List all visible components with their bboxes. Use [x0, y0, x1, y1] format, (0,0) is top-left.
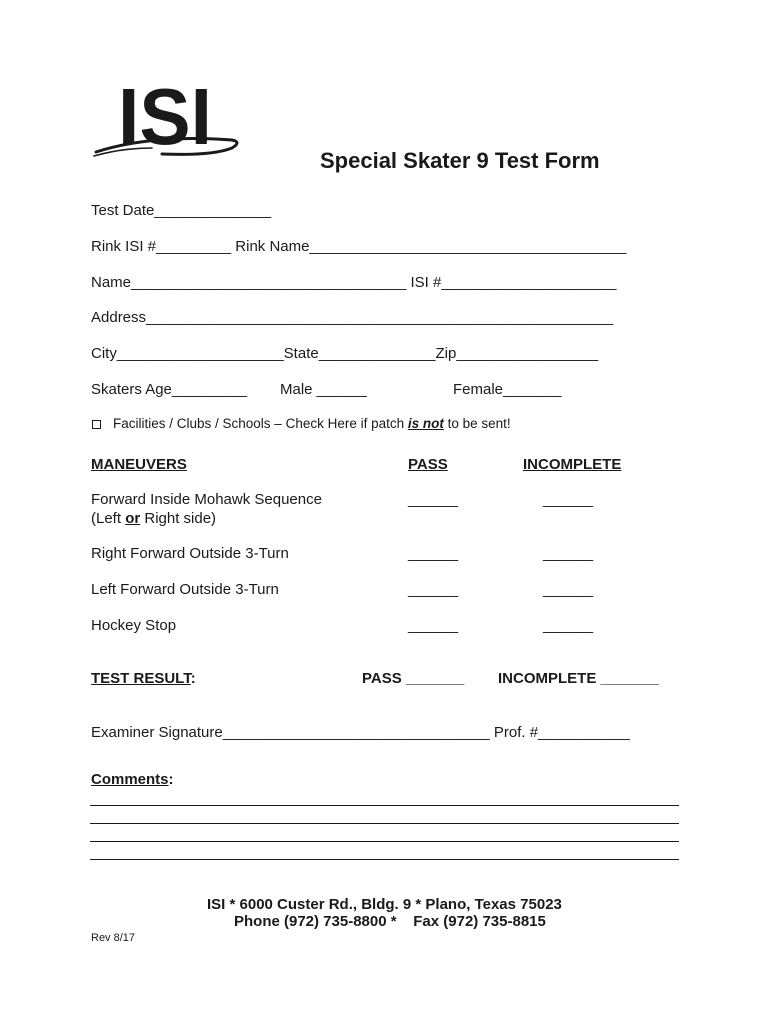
maneuver-1-side-pre: (Left [91, 510, 126, 527]
maneuver-1-side [91, 511, 216, 526]
name-isi-field[interactable]: Name_________________________________ ISI #_____________________ [91, 274, 617, 291]
page-title: Special Skater 9 Test Form [320, 148, 600, 173]
footer-phone: Phone (972) 735-8800 * Fax (972) 735-8815 [234, 913, 546, 930]
revision-label: Rev 8/17 [91, 932, 136, 944]
maneuver-1-incomplete-blank[interactable]: ______ [543, 491, 594, 508]
maneuver-3-name: Left Forward Outside 3-Turn [91, 581, 279, 598]
footer-address: ISI * 6000 Custer Rd., Bldg. 9 * Plano, Texas 75023 [207, 896, 562, 913]
maneuver-2-pass-blank[interactable]: ______ [408, 545, 459, 562]
isi-logo [92, 78, 242, 162]
maneuvers-header: MANEUVERS [91, 456, 187, 473]
skaters-age-field[interactable]: Skaters Age_________ [91, 381, 247, 398]
test-date-field[interactable]: Test Date______________ [91, 202, 272, 219]
patch-checkbox[interactable] [92, 420, 101, 429]
maneuver-4-name: Hockey Stop [91, 617, 177, 634]
comments-label [91, 772, 174, 787]
comment-line-2[interactable] [90, 823, 679, 824]
female-field[interactable]: Female_______ [453, 381, 562, 398]
maneuver-3-pass-blank[interactable]: ______ [408, 581, 459, 598]
maneuver-1-name: Forward Inside Mohawk Sequence [91, 491, 322, 508]
maneuver-2-name: Right Forward Outside 3-Turn [91, 545, 289, 562]
maneuver-3-incomplete-blank[interactable]: ______ [543, 581, 594, 598]
male-field[interactable]: Male ______ [280, 381, 367, 398]
patch-note [113, 417, 511, 431]
patch-note-after: to be sent! [443, 416, 511, 431]
pass-header: PASS [408, 456, 448, 473]
logo-text: ISI [118, 78, 212, 161]
maneuver-4-pass-blank[interactable]: ______ [408, 617, 459, 634]
maneuver-4-incomplete-blank[interactable]: ______ [543, 617, 594, 634]
maneuver-1-pass-blank[interactable]: ______ [408, 491, 459, 508]
comment-line-3[interactable] [90, 841, 679, 842]
maneuver-2-incomplete-blank[interactable]: ______ [543, 545, 594, 562]
comments-colon: : [168, 771, 174, 788]
result-incomplete-field[interactable]: INCOMPLETE _______ [498, 670, 659, 687]
test-result-colon: : [190, 670, 196, 687]
comment-line-4[interactable] [90, 859, 679, 860]
maneuver-1-side-or: or [125, 510, 141, 527]
rink-field[interactable]: Rink ISI #_________ Rink Name______________________________________ [91, 238, 627, 255]
examiner-signature-field[interactable]: Examiner Signature________________________________ Prof. #___________ [91, 724, 630, 741]
patch-note-before: Facilities / Clubs / Schools – Check Here if patch [113, 416, 408, 431]
maneuver-1-side-post: Right side) [140, 510, 217, 527]
address-field[interactable]: Address________________________________________________________ [91, 309, 614, 326]
comment-line-1[interactable] [90, 805, 679, 806]
patch-note-emph: is not [407, 416, 444, 431]
result-pass-field[interactable]: PASS _______ [362, 670, 465, 687]
city-state-zip-field[interactable]: City____________________State______________Zip_________________ [91, 345, 599, 362]
test-result-label [91, 671, 196, 686]
incomplete-header: INCOMPLETE [523, 456, 622, 473]
comments-text: Comments [91, 771, 169, 788]
test-result-text: TEST RESULT [91, 670, 191, 687]
